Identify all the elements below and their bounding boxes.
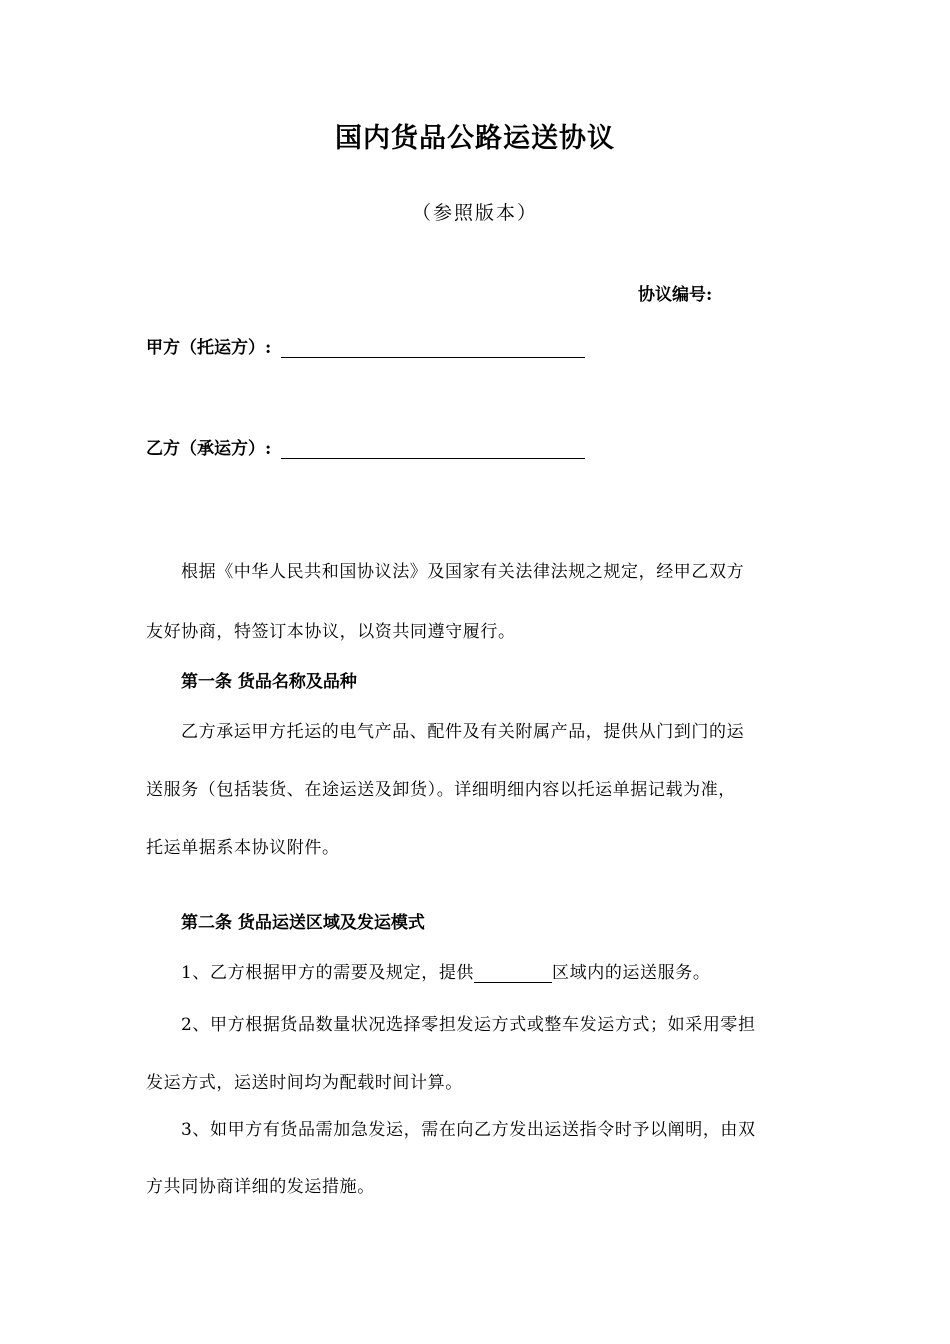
party-a-label: 甲方（托运方）: <box>146 338 272 358</box>
article-2-item-1 <box>181 958 710 983</box>
article-1-line-2: 送服务（包括装货、在途运送及卸货）。详细明细内容以托运单据记载为准， <box>146 780 736 800</box>
article-1-heading: 第一条 货品名称及品种 <box>181 672 357 692</box>
preamble-line-2: 友好协商，特签订本协议，以资共同遵守履行。 <box>146 622 516 642</box>
article-2-item-2-line-1: 2、甲方根据货品数量状况选择零担发运方式或整车发运方式；如采用零担 <box>181 1015 756 1035</box>
region-blank-line <box>474 964 552 983</box>
article-2-item-1-before: 1、乙方根据甲方的需要及规定，提供 <box>181 963 475 983</box>
article-2-item-1-after: 区域内的运送服务。 <box>552 963 711 983</box>
party-b-row <box>146 434 585 459</box>
article-2-item-3-line-2: 方共同协商详细的发运措施。 <box>146 1177 375 1197</box>
party-b-label: 乙方（承运方）: <box>146 439 272 459</box>
party-a-row <box>146 333 585 358</box>
article-2-heading: 第二条 货品运送区域及发运模式 <box>181 913 425 933</box>
article-1-line-1: 乙方承运甲方托运的电气产品、配件及有关附属产品，提供从门到门的运 <box>181 722 745 742</box>
document-title: 国内货品公路运送协议 <box>335 123 615 154</box>
document-subtitle: （参照版本） <box>411 202 538 224</box>
article-1-line-3: 托运单据系本协议附件。 <box>146 838 340 858</box>
agreement-number-label: 协议编号: <box>638 285 713 305</box>
party-a-fill-line <box>281 337 585 358</box>
article-2-item-2-line-2: 发运方式，运送时间均为配载时间计算。 <box>146 1073 463 1093</box>
party-b-fill-line <box>281 438 585 459</box>
article-2-item-3-line-1: 3、如甲方有货品需加急发运，需在向乙方发出运送指令时予以阐明，由双 <box>181 1120 756 1140</box>
preamble-line-1: 根据《中华人民共和国协议法》及国家有关法律法规之规定，经甲乙双方 <box>181 562 745 582</box>
